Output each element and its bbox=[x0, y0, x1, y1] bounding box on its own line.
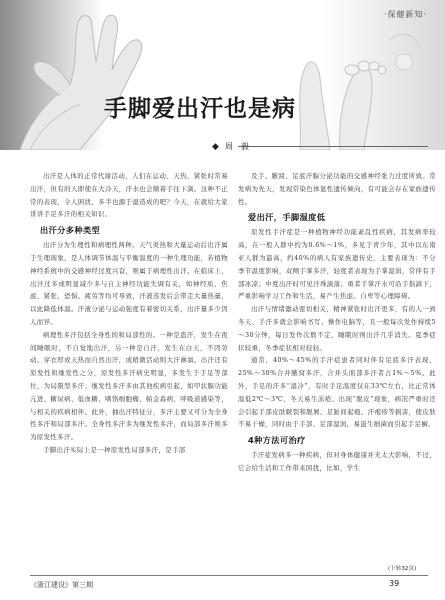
article-title: 手脚爱出汗也是病 bbox=[104, 96, 296, 122]
footer-divider bbox=[30, 575, 428, 576]
right-column bbox=[238, 170, 436, 475]
left-column bbox=[30, 170, 228, 457]
body-paragraph: 病理性多汗包括全身性的和局部性的。一种是盗汗，发生在夜间睡眠时，不自觉地出汗，另一种是自汗，发生在白天，不因劳动、穿衣厚或天热而自然出汗，或稍微活动则大汗淋漓。出汗还有原发性和继发性之分，原发性多汗病史明显，多发生于手足等部位，为局限型多汗；继发性多汗多由其他疾病引起，如甲状腺功能亢进、糖尿病、低血糖、嗜铬细胞瘤、帕金森病、呼吸道感染等，与相关的疾病相伴。此外，抽出汗特征分，多汗主要又可分为全身性多汗和局部多汗。全身性多汗多为继发性多汗，而局部多汗则多为原发性多汗。 bbox=[30, 330, 228, 442]
body-paragraph: 出汗分为生理性和病理性两种。天气炎热和大量运动后出汗属于生理现象，是人体调节体温与平衡温度的一种生理功能，若植物神经系统中的交感神经过度兴奋，则属于病理性出汗。在临床上，出汗过多或明显减少多与自主神经功能失调有关，如神经质、焦虑、紧张、恐惧、疲劳等均可导致，汗液蒸发后会带走大量热量，以此降低体温。汗液分泌与运动强度有着密切关系，出汗量多少因人而异。 bbox=[30, 241, 228, 326]
body-paragraph: 出汗与情绪激动密切相关，精神紧张时出汗更多，有的人一到冬天、手汗多就会影响书写、操作电脑等，且一般每次发作持续5～30分钟，每日发作次数不定，睡眠时则出汗几乎消失。夏季症状较重，冬季症状相对较轻。 bbox=[238, 305, 436, 352]
body-paragraph: 手汗症发病多一种疾病，但对身体健康并无太大影响，不过，它会给生活和工作带来困扰，比如，学生 bbox=[238, 451, 436, 472]
hero-banner bbox=[0, 0, 445, 150]
body-paragraph: 及手、腋窝、足底汗腺分泌功能的交感神经张力过度所致。常发病为先天，发现常染色体显性遗传倾向，有可能会存在家族遗传性。 bbox=[238, 172, 436, 206]
continued-note: (下转32页) bbox=[388, 566, 417, 572]
title-divider bbox=[238, 146, 428, 147]
author-name: 周 毅 bbox=[224, 142, 249, 150]
body-paragraph: 原发性手汗症是一种植物神经功能紊乱性疾病，其发病率较高，在一般人群中约为0.6%～1%，多见于青少年，其中以东南亚人群为最高，约40%的病人有家族遗传史，主要表现为：不分季节温度影响，双侧手掌多汗，轻度者表现为手掌湿润，常伴有手部冰凉；中度出汗时可见汗珠滴落；重者手掌汗水可沿手指滴下，严重影响学习工作和生活，易产生焦虑、自卑等心理障碍。 bbox=[238, 228, 436, 301]
section-heading: 出汗分多种类型 bbox=[40, 225, 101, 236]
section-heading: 4种方法可治疗 bbox=[248, 435, 306, 446]
section-tag: ·保健新知· bbox=[383, 10, 427, 19]
section-heading: 爱出汗，手脚湿度低 bbox=[248, 212, 326, 223]
body-paragraph: 通常，40%～45%的手汗症患者同时伴有足底多汗表现，25%～30%合并腋窝多汗，合并头面部多汗者占1%～5%。此外，手足的汗多“湿冷”，有时手足温度仅在33℃左右，比正常体温低2℃～3℃，冬天易生冻疮、出现“脱皮”现象，病况严重时还会引起手部皮肤皲裂和脱屑、足趾间起疱、汗疱疹等损害，使皮肤不易干燥，同时由于手部、足部湿润，易滋生细菌而引起手足癣。 bbox=[238, 356, 436, 429]
hands-feet-illustration bbox=[0, 0, 445, 150]
body-paragraph: 手脚出汗实际上是一种原发性局部多汗，是手部 bbox=[43, 445, 186, 454]
diamond-icon: ◆ bbox=[212, 142, 219, 150]
page-number: 39 bbox=[389, 579, 400, 588]
publication-name: 《浙江建设》第三期 bbox=[30, 581, 93, 589]
body-paragraph: 出汗是人体的正常代谢活动，人们在运动、天热、紧张时常易出汗，但有的人即使在大冷天，汗水也会顺着手往下滴。这种不正常的表现，令人困扰，多半也源于湿造成的吧？今天，在就给大家讲讲手足多汗的相关知识。 bbox=[30, 172, 228, 219]
